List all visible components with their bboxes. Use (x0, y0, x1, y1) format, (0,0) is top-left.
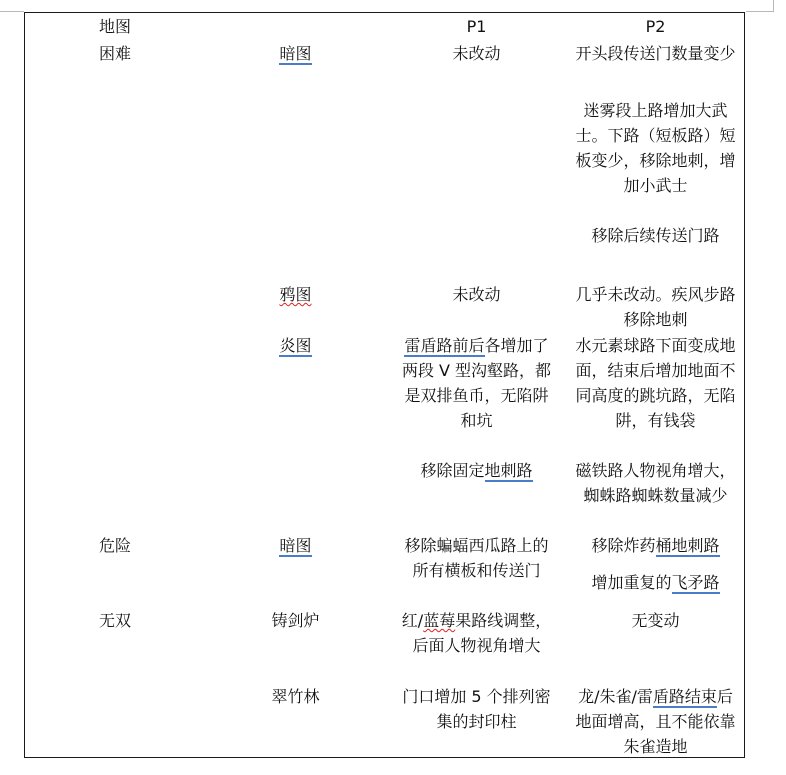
map-cell-yan (205, 331, 387, 532)
p1-yan-1 (386, 331, 568, 457)
p1-zhujian (386, 606, 568, 683)
p1-an-danger: 移除蝙蝠西瓜路上的所有横板和传送门 (386, 531, 568, 607)
map-name: 暗图 (279, 44, 312, 63)
group-hard: 困难 (24, 39, 206, 532)
p2-yan-1: 水元素球路下面变成地面，结束后增加地面不同高度的跳坑路，无陷阱，有钱袋 (567, 331, 745, 457)
page-corner-mark-right-h (746, 11, 774, 12)
p2-an-danger-2 (567, 569, 745, 607)
page-corner-mark-left-h (0, 11, 24, 12)
group-danger: 危险 (24, 531, 206, 607)
underlined-text: 飞矛路 (671, 573, 720, 592)
text: 增加重复的 (591, 573, 672, 592)
header-p2: P2 (567, 12, 745, 40)
text: 龙/朱雀/雷 (578, 687, 653, 706)
text: 红/ (401, 611, 424, 630)
page-corner-mark-right-v (773, 0, 774, 12)
map-cell-an-danger (205, 531, 387, 607)
p2-an-hard-3: 移除后续传送门路 (567, 221, 745, 281)
underlined-text: 桶地刺路 (655, 536, 720, 555)
p1-yan-2 (386, 456, 568, 532)
group-wushuang: 无双 (24, 606, 206, 758)
map-name: 暗图 (279, 536, 312, 555)
underlined-text: 雷盾路前后 (404, 336, 485, 355)
header-map: 地图 (24, 12, 206, 40)
p2-an-danger-1 (567, 531, 745, 570)
map-cell-an-hard (205, 39, 387, 281)
p2-an-hard-2: 迷雾段上路增加大武士。下路（短板路）短板变少，移除地刺，增加小武士 (567, 96, 745, 222)
text: 各增加了两段 V 型沟壑路，都是双排鱼币，无陷阱和坑 (401, 336, 552, 430)
underlined-text: 地刺路 (484, 461, 533, 480)
header-blank (205, 12, 387, 40)
text: 移除炸药 (591, 536, 656, 555)
p2-ya: 几乎未改动。疾风步路移除地刺 (567, 280, 745, 332)
text: 果路线调整，后面人物视角增大 (412, 611, 552, 655)
p2-zhujian: 无变动 (567, 606, 745, 683)
text: 后地面增高，且不能依靠朱雀造地 (575, 687, 736, 756)
p2-an-hard-1: 开头段传送门数量变少 (567, 39, 745, 97)
map-name: 炎图 (279, 336, 312, 355)
header-p1: P1 (386, 12, 568, 40)
p1-ya: 未改动 (386, 280, 568, 332)
text: 移除固定 (420, 461, 485, 480)
wavy-underlined-text: 蓝莓 (423, 611, 456, 630)
p1-cuizhu: 门口增加 5 个排列密集的封印柱 (386, 682, 568, 758)
map-cell-cuizhu: 翠竹林 (205, 682, 387, 758)
p2-cuizhu (567, 682, 745, 758)
p2-yan-2: 磁铁路人物视角增大，蜘蛛路蜘蛛数量减少 (567, 456, 745, 532)
map-cell-ya (205, 280, 387, 332)
map-cell-zhujian: 铸剑炉 (205, 606, 387, 683)
p1-an-hard: 未改动 (386, 39, 568, 281)
underlined-text: 盾路结束 (652, 687, 717, 706)
map-name: 鸦图 (279, 285, 312, 304)
